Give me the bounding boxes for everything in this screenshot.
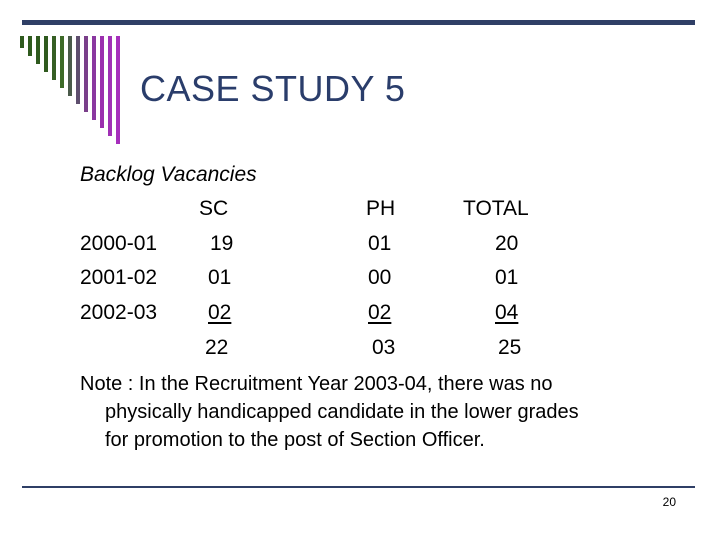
note-line: Note : In the Recruitment Year 2003-04, there was no bbox=[80, 373, 553, 395]
top-rule bbox=[22, 20, 695, 25]
decorative-bar bbox=[76, 36, 80, 104]
header-ph: PH bbox=[366, 197, 396, 220]
header-total: TOTAL bbox=[463, 197, 529, 220]
row-ph: 00 bbox=[368, 266, 392, 289]
decorative-bar bbox=[36, 36, 40, 64]
row-sc: 19 bbox=[210, 232, 234, 255]
page-number: 20 bbox=[662, 495, 676, 509]
row-year: 2001-02 bbox=[80, 266, 158, 289]
decorative-bar bbox=[28, 36, 32, 56]
row-sc: 02 bbox=[208, 301, 232, 324]
bottom-rule bbox=[22, 486, 695, 488]
slide-title: CASE STUDY 5 bbox=[140, 68, 406, 109]
decorative-bar bbox=[108, 36, 112, 136]
decorative-bar bbox=[92, 36, 96, 120]
header-sc: SC bbox=[199, 197, 229, 220]
row-total: 01 bbox=[495, 266, 519, 289]
row-year: 2002-03 bbox=[80, 301, 158, 324]
note-line: physically handicapped candidate in the lower grades bbox=[105, 401, 579, 423]
decorative-bar bbox=[116, 36, 120, 144]
note-line: for promotion to the post of Section Officer. bbox=[105, 429, 485, 451]
row-sc: 01 bbox=[208, 266, 232, 289]
row-total: 20 bbox=[495, 232, 519, 255]
row-year: 2000-01 bbox=[80, 232, 158, 255]
row-ph: 01 bbox=[368, 232, 392, 255]
decorative-bar bbox=[44, 36, 48, 72]
row-ph: 02 bbox=[368, 301, 392, 324]
decorative-bars bbox=[20, 36, 130, 146]
total-ph: 03 bbox=[372, 336, 396, 359]
decorative-bar bbox=[52, 36, 56, 80]
decorative-bar bbox=[20, 36, 24, 48]
decorative-bar bbox=[100, 36, 104, 128]
decorative-bar bbox=[68, 36, 72, 96]
total-sc: 22 bbox=[205, 336, 229, 359]
total-total: 25 bbox=[498, 336, 522, 359]
decorative-bar bbox=[60, 36, 64, 88]
row-total: 04 bbox=[495, 301, 519, 324]
slide-subtitle: Backlog Vacancies bbox=[80, 163, 257, 186]
decorative-bar bbox=[84, 36, 88, 112]
note bbox=[80, 370, 700, 454]
